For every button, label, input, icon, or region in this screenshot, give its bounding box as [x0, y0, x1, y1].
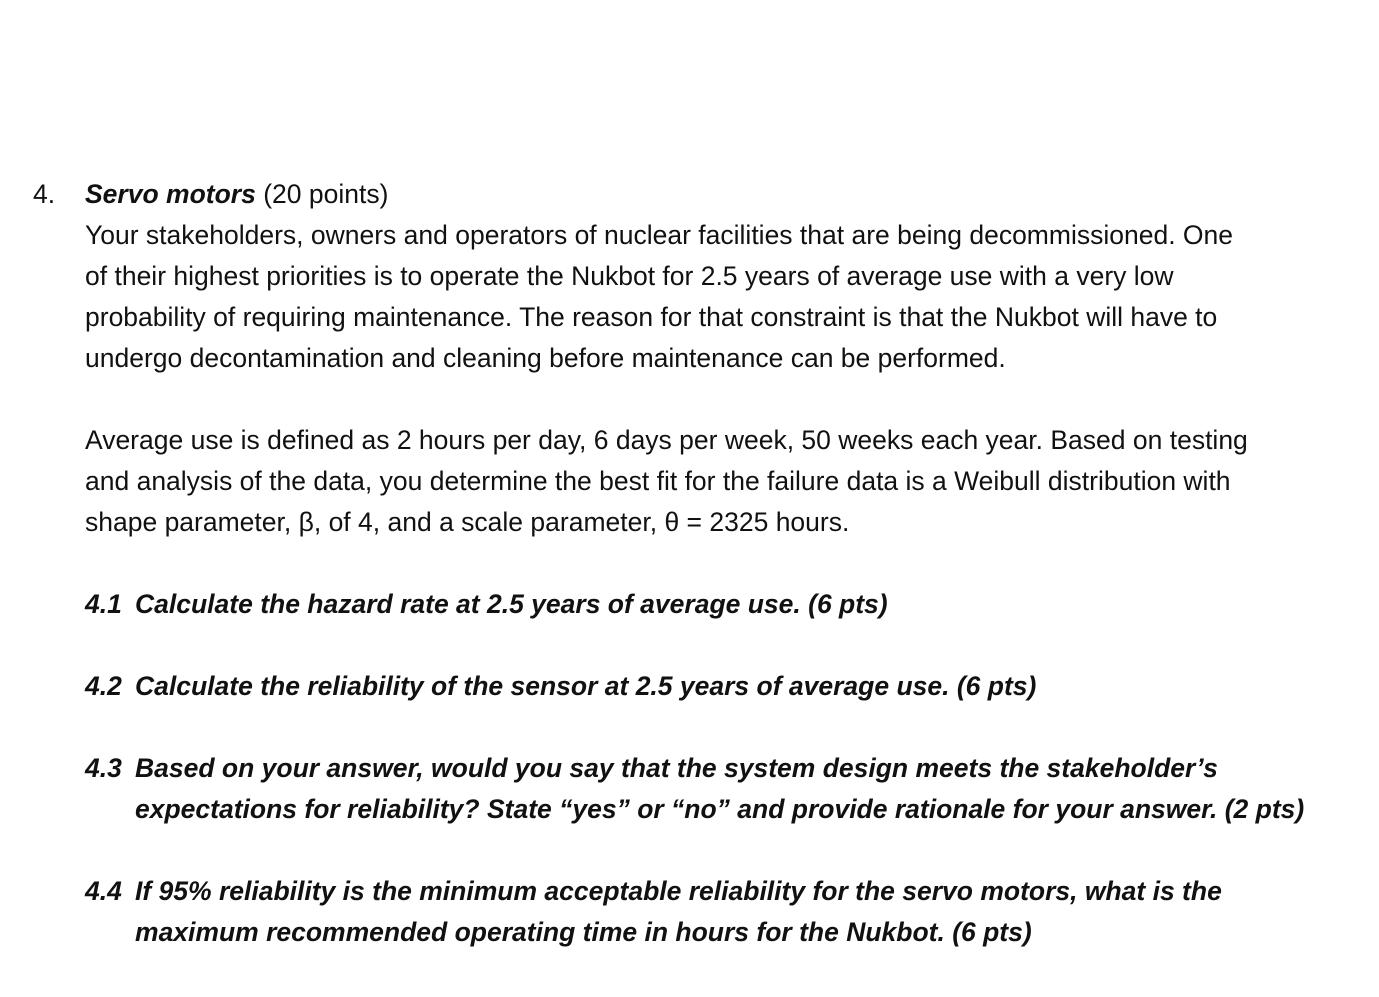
subquestion-line: Based on your answer, would you say that the system design meets the stakeholder’s — [135, 753, 1218, 783]
question-title-line — [85, 174, 388, 215]
paragraph-line: Average use is defined as 2 hours per day, 6 days per week, 50 weeks each year. Based on testing — [85, 425, 1248, 455]
subquestion-text — [135, 666, 1363, 707]
paragraph-average-use — [85, 420, 1363, 543]
paragraph-line: probability of requiring maintenance. The reason for that constraint is that the Nukbot will have to — [85, 302, 1218, 332]
paragraph-line: Your stakeholders, owners and operators of nuclear facilities that are being decommissioned. One — [85, 220, 1234, 250]
subquestion-number: 4.2 — [85, 671, 122, 701]
subquestion-line: expectations for reliability? State “yes” or “no” and provide rationale for your answer. (2 pts) — [135, 794, 1305, 824]
paragraph-line: of their highest priorities is to operate the Nukbot for 2.5 years of average use with a very low — [85, 261, 1174, 291]
subquestion-text — [135, 871, 1363, 953]
subquestion-text — [135, 748, 1363, 830]
subquestion-line: If 95% reliability is the minimum acceptable reliability for the servo motors, what is the — [135, 876, 1222, 906]
spacer — [33, 830, 1363, 871]
spacer — [33, 707, 1363, 748]
paragraph-line: shape parameter, β, of 4, and a scale parameter, θ = 2325 hours. — [85, 507, 850, 537]
subquestion-line: maximum recommended operating time in hours for the Nukbot. (6 pts) — [135, 917, 1032, 947]
subquestion-text — [135, 584, 1363, 625]
paragraph-line: undergo decontamination and cleaning before maintenance can be performed. — [85, 343, 1006, 373]
subquestion-4-1 — [85, 584, 1363, 625]
subquestion-number: 4.4 — [85, 876, 122, 906]
paragraph-stakeholders — [85, 215, 1363, 379]
question-number: 4. — [33, 179, 56, 209]
question-title: Servo motors — [85, 179, 256, 209]
question-4 — [33, 174, 1363, 953]
subquestion-4-3 — [85, 748, 1363, 830]
subquestion-4-2 — [85, 666, 1363, 707]
subquestion-4-4 — [85, 871, 1363, 953]
spacer — [33, 379, 1363, 420]
subquestion-line: Calculate the hazard rate at 2.5 years of average use. (6 pts) — [135, 589, 888, 619]
subquestion-number: 4.1 — [85, 589, 122, 619]
spacer — [33, 543, 1363, 584]
paragraph-line: and analysis of the data, you determine the best fit for the failure data is a Weibull distribution with — [85, 466, 1231, 496]
subquestion-number: 4.3 — [85, 753, 122, 783]
subquestion-line: Calculate the reliability of the sensor at 2.5 years of average use. (6 pts) — [135, 671, 1037, 701]
spacer — [33, 625, 1363, 666]
question-heading — [33, 174, 1363, 215]
question-points: (20 points) — [255, 179, 389, 209]
